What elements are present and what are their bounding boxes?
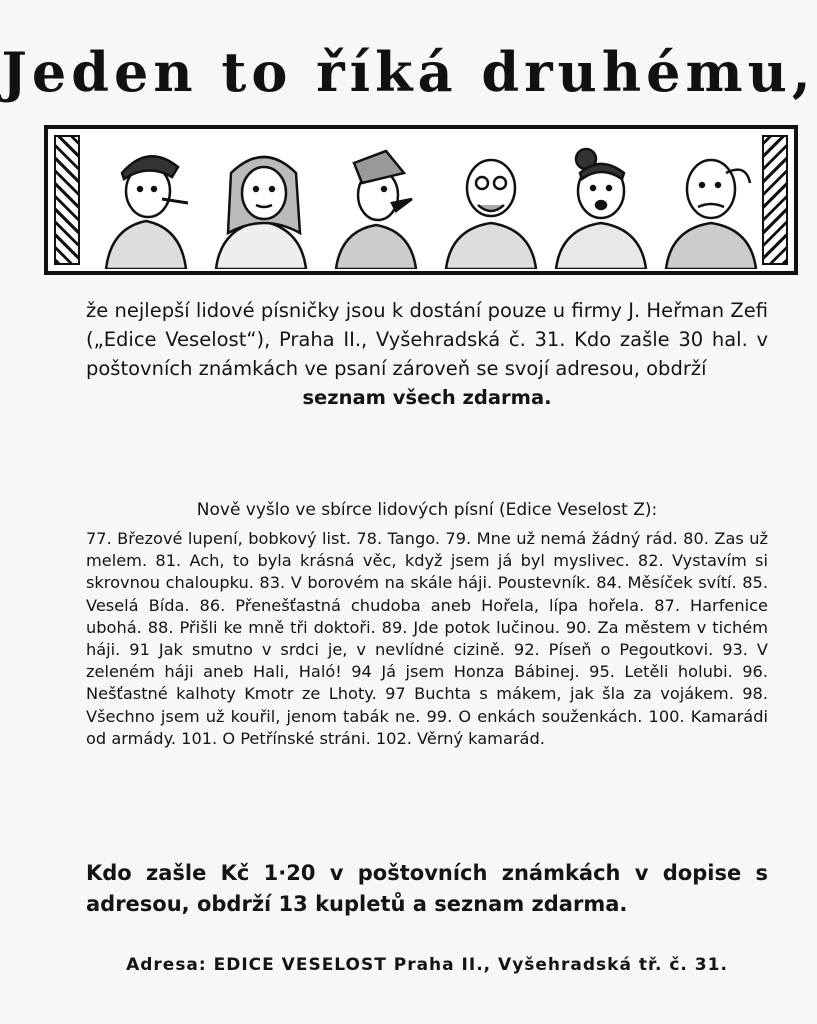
woman-headscarf-icon [216, 157, 306, 269]
intro-text: že nejlepší lidové písničky jsou k dostání pouze u firmy J. Heřman Zefi („Edice Veselost“), Praha II., Vyšehradská č. 31. Kdo zašle 30 hal. v poštovních známkách ve psaní zároveň se svojí adresou, obdrží [86, 299, 768, 380]
old-man-glasses-icon [446, 160, 536, 269]
page-title: Jeden to říká druhému, [1, 40, 816, 104]
man-with-pipe-icon [106, 156, 188, 269]
bald-man-icon [666, 160, 756, 269]
song-list: 77. Březové lupení, bobkový list. 78. Tango. 79. Mne už nemá žádný rád. 80. Zas už melem. 81. Ach, to byla krásná věc, když jsem já byl myslivec. 82. Vystavím si skrovnou chaloupku. 83. V borovém na skále háji. Poustevník. 84. Měsíček svítí. 85. Veselá Bída. 86. Přenešťastná chudoba aneb Hořela, lípa hořela. 87. Harfenice ubohá. 88. Přišli ke mně tři doktoři. 89. Jde potok lučinou. 90. Za městem v tichém háji. 91 Jak smutno v srdci je, v nevlídné cizině. 92. Píseň o Pegoutkovi. 93. V zeleném háji aneb Hali, Haló! 94 Já jsem Honza Bábinej. 95. Letěli holubi. 96. Nešťastné kalhoty Kmotr ze Lhoty. 97 Buchta s mákem, jak šla za vojákem. 98. Všechno jsem už kouřil, jenom tabák ne. 99. O enkách souženkách. 100. Kamarádi od armády. 101. O Petřínské stráni. 102. Věrný kamarád. [86, 529, 768, 748]
offer-text: Kdo zašle Kč 1·20 v poštovních známkách v dopise s adresou, obdrží 13 kupletů a seznam zdarma. [86, 861, 768, 916]
characters-illustration [86, 133, 766, 269]
gossip-illustration-banner [44, 125, 798, 275]
intro-paragraph [86, 296, 768, 412]
soldier-cap-icon [336, 151, 416, 269]
left-ornament [54, 135, 80, 265]
woman-bun-icon [556, 149, 646, 269]
intro-last-line: seznam všech zdarma. [302, 386, 552, 409]
publisher-address: Adresa: EDICE VESELOST Praha II., Vyšehradská tř. č. 31. [126, 955, 728, 975]
new-releases-heading: Nově vyšlo ve sbírce lidových písní (Edice Veselost Z): [196, 500, 658, 520]
